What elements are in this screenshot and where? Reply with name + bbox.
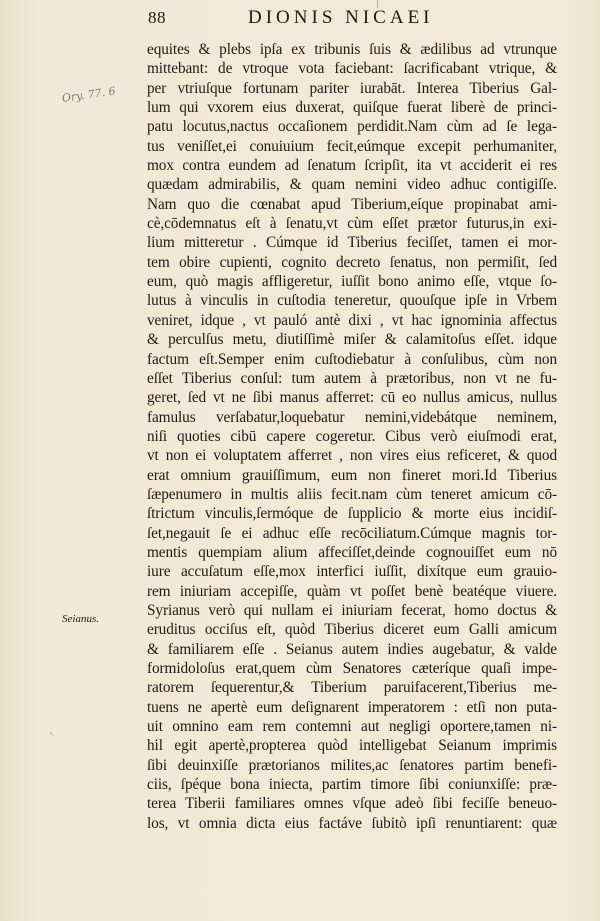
text-line: ciis, ſpéque bona iniecta, partim timore ſibi coniunxiſſe: præ- — [147, 776, 557, 794]
text-line: ſet,negauit ſe ei adhuc eſſe recōciliatum.Cúmque magnis tor- — [147, 524, 557, 542]
text-line: mittebant: de vtroque vota faciebant: ſacrificabant vtrique, & — [147, 60, 557, 78]
text-line: uit omnino eam rem contemni aut negligi oportere,tamen ni- — [147, 718, 557, 736]
text-line: patu locutus,nactus occaſionem perdidit.Nam cùm ad ſe lega- — [147, 118, 557, 136]
text-line: hil egit apertè,propterea quòd intelligebat Seianum imprimis — [147, 737, 557, 755]
text-line: erat omnium grauiſſimum, eum non fineret mori.Id Tiberius — [147, 466, 557, 484]
main-text-block — [147, 40, 557, 833]
text-line: eſſet Tiberius conſul: tum autem à prætoribus, non vt ne fu- — [147, 369, 557, 387]
text-line: equites & plebs ipſa ex tribunis ſuis & ædilibus ad vtrunque — [147, 41, 557, 58]
text-line: rem iniuriam accepiſſe, quàm vt poſſet benè beatéque viuere. — [147, 582, 557, 600]
text-line: ſæpenumero in multis aliis fecit.nam cùm teneret amicum cō- — [147, 485, 557, 503]
text-line: veniret, idque , vt pauló antè dixi , vt hac ignominia affectus — [147, 311, 557, 329]
text-line: per vtriuſque fortunam pariter iurabāt. Interea Tiberius Gal- — [147, 79, 557, 97]
text-line: lium mitteretur . Cúmque id Tiberius feciſſet, tamen ei mor- — [147, 234, 557, 252]
text-line: Syrianus verò qui nullam ei iniuriam fecerat, homo doctus & — [147, 601, 557, 619]
text-line: tem obire cupienti, cognito decreto ſenatus, non permiſit, ſed — [147, 253, 557, 271]
text-line: lum qui vxorem eius duxerat, quiſque fuerat liberè de princi- — [147, 99, 557, 117]
text-line: ſtrictum vinculis,ſermóque de ſupplicio & morte eius incidiſ- — [147, 505, 557, 523]
running-head: DIONIS NICAEI — [248, 7, 434, 28]
text-line: iure accuſatum eſſe,mox interfici iuſſit, dixítque eum grauio- — [147, 563, 557, 581]
manuscript-margin-note: Ory. 77. 6 — [61, 84, 117, 105]
text-line: quædam admirabilis, & quam nemini video adhuc contigiſſe. — [147, 176, 557, 194]
text-line: eruditus occiſus eſt, quòd Tiberius diceret eum Galli amicum — [147, 621, 557, 639]
text-line: mox contra eundem ad ſenatum ſcripſit, ita vt acciderit ei res — [147, 157, 557, 175]
text-line: & familiarem eſſe . Seianus autem indies augebatur, & valde — [147, 640, 557, 658]
text-line: tuens ne apertè eum deſignarent imperatorem : etſi non puta- — [147, 698, 557, 716]
text-line: Nam quo die cœnabat apud Tiberium,eíque propinabat ami- — [147, 195, 557, 213]
text-line: & perculſus metu, diutiſſimè miſer & calamitoſus eſſet. idque — [147, 331, 557, 349]
text-line: mentis quempiam alium affeciſſet,deinde cognouiſſet eum nō — [147, 543, 557, 561]
sejanus-margin-note: Seianus. — [62, 613, 99, 625]
text-line: niſi quoties cibū capere cogeretur. Cibus verò eiuſmodi erat, — [147, 427, 557, 445]
text-line: geret, ſed vt ne ſibi manus afferret: cū eo nullus amicus, nullus — [147, 389, 557, 407]
margin-mark: ⸌ — [49, 731, 54, 742]
text-line: terea Tiberii familiares omnes vſque adeò ſibi feciſſe beneuo- — [147, 795, 557, 813]
text-line: tus veniſſet,ei conuiuium fecit,eúmque excepit perhumaniter, — [147, 137, 557, 155]
text-line: ratorem ſequerentur,& Tiberium paruifacerent,Tiberius me- — [147, 679, 557, 697]
text-line: lutus à vinculis in cuſtodia teneretur, quouſque ipſe in Vrbem — [147, 292, 557, 310]
text-line: vt non ei voluptatem afferret , non vires eius reficeret, & quod — [147, 447, 557, 465]
page-number: 88 — [148, 8, 166, 27]
text-line: los, vt omnia dicta eius factáve ſubitò ipſi renuntiarent: quæ — [147, 814, 557, 832]
text-line: famulus verſabatur,loquebatur nemini,videbátque neminem, — [147, 408, 557, 426]
text-line: factum eſt.Semper enim cuſtodiebatur à conſulibus, cùm non — [147, 350, 557, 368]
text-line: cè,cōdemnatus eſt à ſenatu,vt cùm eſſet prætor futurus,in exi- — [147, 215, 557, 233]
text-line: formidoloſus erat,quem cùm Senatores cæteríque quaſi impe- — [147, 660, 557, 677]
text-line: ſibi deuinxiſſe prætorianos milites,ac ſenatores partim benefi- — [147, 756, 557, 774]
text-line: eum, quò magis affligeretur, iuſſit bono animo eſſe, vtque ſo- — [147, 273, 557, 291]
